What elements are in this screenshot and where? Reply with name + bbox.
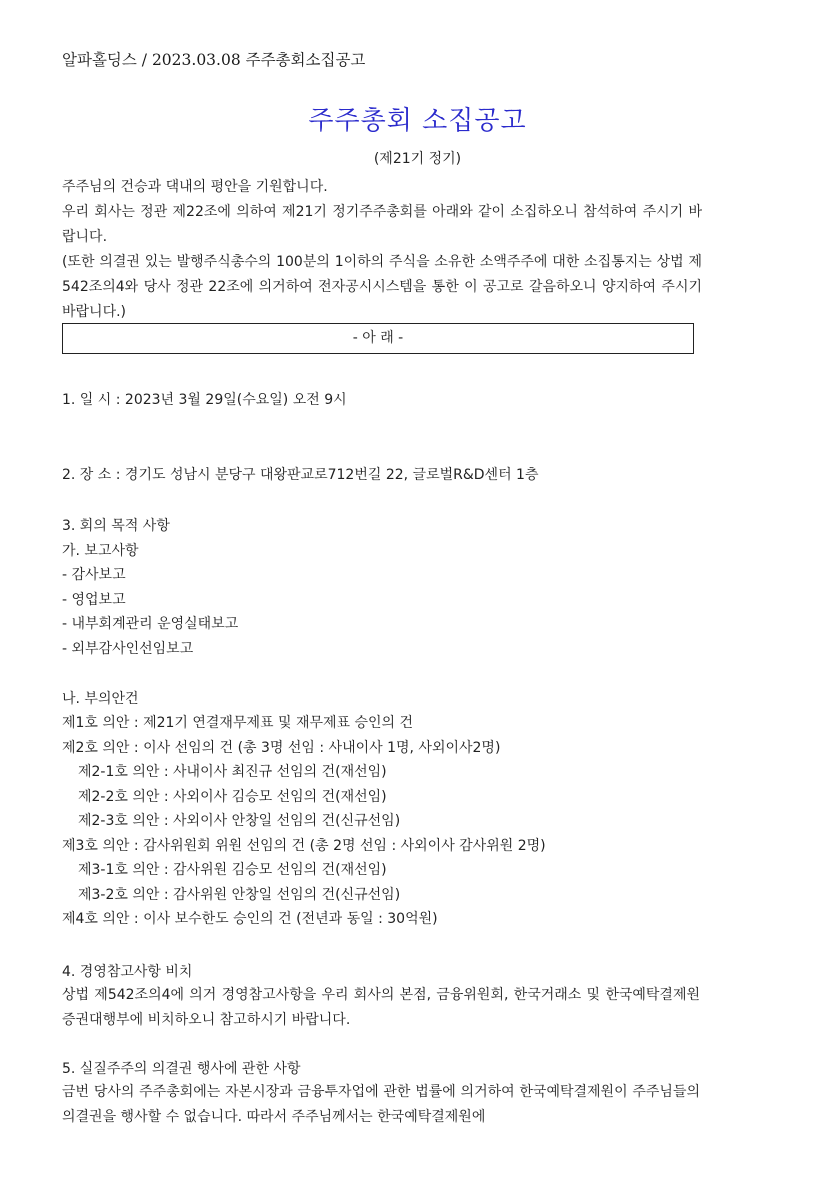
report-item: - 감사보고 — [62, 567, 126, 583]
agenda-subitem: 제3-1호 의안 : 감사위원 김승모 선임의 건(재선임) — [78, 862, 387, 878]
intro-section — [62, 175, 702, 325]
voting-rights-heading: 5. 실질주주의 의결권 행사에 관한 사항 — [62, 1061, 301, 1077]
report-item: - 내부회계관리 운영실태보고 — [62, 616, 239, 632]
reference-heading: 4. 경영참고사항 비치 — [62, 964, 193, 980]
intro-notice: (또한 의결권 있는 발행주식총수의 100분의 1이하의 주식을 소유한 소액주주에 대한 소집통지는 상법 제542조의4와 당사 정관 22조에 의거하여 전자공시시스템을 통한 이 공고로 갈음하오니 양지하여 주시기 바랍니다.) — [62, 254, 702, 320]
document-header: 알파홀딩스 / 2023.03.08 주주총회소집공고 — [62, 51, 366, 69]
page-title: 주주총회 소집공고 — [308, 106, 527, 136]
page-subtitle: (제21기 정기) — [373, 151, 462, 167]
details-box: - 아 래 - — [62, 323, 694, 354]
agenda-subitem: 제2-3호 의안 : 사외이사 안창일 선임의 건(신규선임) — [78, 813, 401, 829]
report-item: - 영업보고 — [62, 592, 126, 608]
reports-heading: 가. 보고사항 — [62, 543, 139, 559]
agenda-item: 제3호 의안 : 감사위원회 위원 선임의 건 (총 2명 선임 : 사외이사 감사위원 2명) — [62, 838, 546, 854]
agenda-heading: 나. 부의안건 — [62, 691, 139, 707]
voting-rights-body-section — [62, 1080, 700, 1130]
report-item: - 외부감사인선임보고 — [62, 641, 194, 657]
agenda-subitem: 제2-1호 의안 : 사내이사 최진규 선임의 건(재선임) — [78, 764, 387, 780]
meeting-location: 2. 장 소 : 경기도 성남시 분당구 대왕판교로712번길 22, 글로벌R&D센터 1층 — [62, 467, 539, 483]
reference-body-section — [62, 983, 700, 1033]
intro-greeting: 주주님의 건승과 댁내의 평안을 기원합니다. — [62, 179, 328, 195]
agenda-subitem: 제3-2호 의안 : 감사위원 안창일 선임의 건(신규선임) — [78, 887, 401, 903]
agenda-subitem: 제2-2호 의안 : 사외이사 김승모 선임의 건(재선임) — [78, 789, 387, 805]
agenda-item: 제2호 의안 : 이사 선임의 건 (총 3명 선임 : 사내이사 1명, 사외이사2명) — [62, 740, 501, 756]
meeting-purpose-heading: 3. 회의 목적 사항 — [62, 518, 170, 534]
intro-convocation: 우리 회사는 정관 제22조에 의하여 제21기 정기주주총회를 아래와 같이 소집하오니 참석하여 주시기 바랍니다. — [62, 204, 702, 245]
voting-rights-body: 금번 당사의 주주총회에는 자본시장과 금융투자업에 관한 법률에 의거하여 한국예탁결제원이 주주님들의 의결권을 행사할 수 없습니다. 따라서 주주님께서는 한국예탁결제원에 — [62, 1084, 700, 1125]
reference-body: 상법 제542조의4에 의거 경영참고사항을 우리 회사의 본점, 금융위원회, 한국거래소 및 한국예탁결제원 증권대행부에 비치하오니 참고하시기 바랍니다. — [62, 987, 700, 1028]
agenda-item: 제1호 의안 : 제21기 연결재무제표 및 재무제표 승인의 건 — [62, 715, 414, 731]
agenda-item: 제4호 의안 : 이사 보수한도 승인의 건 (전년과 동일 : 30억원) — [62, 911, 438, 927]
meeting-datetime: 1. 일 시 : 2023년 3월 29일(수요일) 오전 9시 — [62, 392, 347, 408]
